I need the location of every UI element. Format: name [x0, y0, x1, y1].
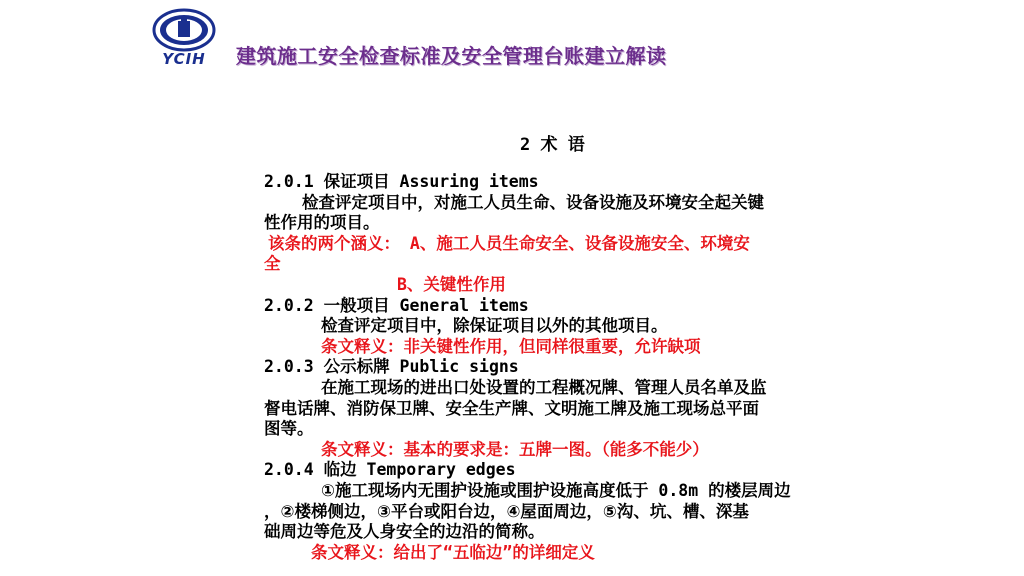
header-title: 建筑施工安全检查标准及安全管理台账建立解读	[236, 44, 667, 68]
term-definition-line: 础周边等危及人身安全的边沿的简称。	[264, 522, 545, 542]
term-definition-line: 督电话牌、消防保卫牌、安全生产牌、文明施工牌及施工现场总平面	[264, 398, 759, 418]
section-title: 2 术 语	[520, 135, 585, 155]
term-heading-2-0-1: 2.0.1 保证项目 Assuring items	[264, 172, 539, 191]
terms-content	[264, 172, 864, 563]
term-explanation-line: B、关键性作用	[397, 274, 506, 294]
term-definition-line: 检查评定项目中，对施工人员生命、设备设施及环境安全起关键	[302, 192, 764, 212]
term-heading-2-0-4: 2.0.4 临边 Temporary edges	[264, 460, 516, 480]
logo-text: YCIH	[162, 50, 206, 68]
term-explanation-line: 条文释义：给出了“五临边”的详细定义	[311, 542, 595, 562]
term-explanation-line: 该条的两个涵义： A、施工人员生命安全、设备设施安全、环境安	[268, 233, 750, 253]
term-explanation-line: 条文释义：基本的要求是：五牌一图。（能多不能少）	[321, 439, 709, 459]
term-explanation-line: 条文释义：非关键性作用，但同样很重要，允许缺项	[321, 336, 701, 356]
term-definition-line: 检查评定项目中，除保证项目以外的其他项目。	[321, 316, 668, 336]
term-definition-line: 图等。	[264, 419, 314, 439]
term-definition-line: 在施工现场的进出口处设置的工程概况牌、管理人员名单及监	[321, 377, 767, 397]
term-heading-2-0-3: 2.0.3 公示标牌 Public signs	[264, 357, 519, 377]
term-heading-2-0-2: 2.0.2 一般项目 General items	[264, 295, 529, 315]
term-explanation-line: 全	[264, 254, 281, 274]
company-logo	[152, 8, 216, 70]
term-definition-line: ，②楼梯侧边，③平台或阳台边，④屋面周边，⑤沟、坑、槽、深基	[264, 501, 749, 521]
term-definition-line: ①施工现场内无围护设施或围护设施高度低于 0.8m 的楼层周边	[321, 480, 791, 500]
term-definition-line: 性作用的项目。	[264, 213, 380, 233]
logo-emblem-icon	[152, 8, 216, 52]
